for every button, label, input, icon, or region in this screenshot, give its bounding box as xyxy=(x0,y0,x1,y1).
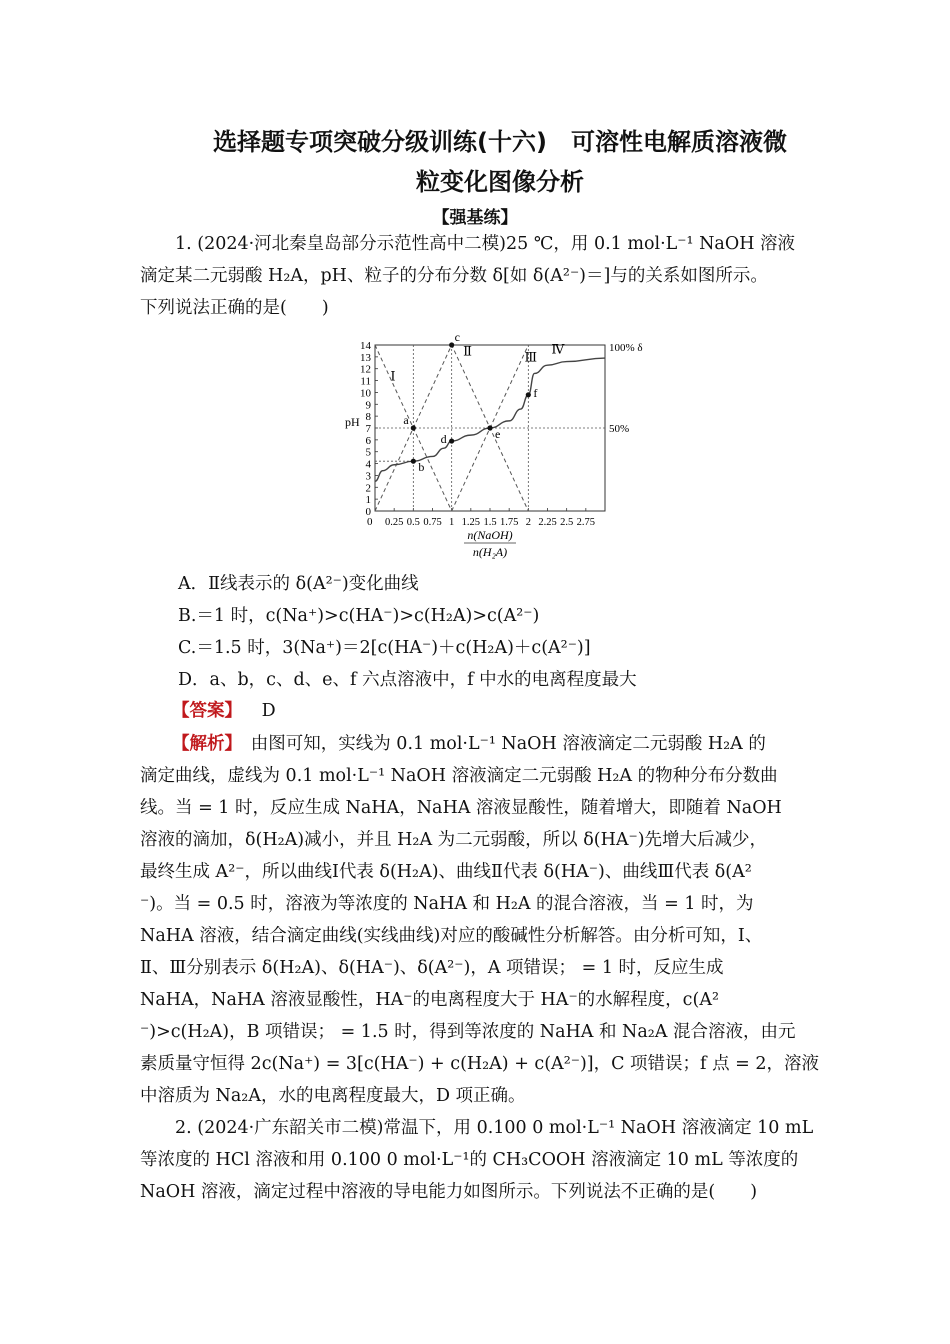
q1-analysis-line: 线。当 = 1 时，反应生成 NaHA，NaHA 溶液显酸性，随着增大，即随着 NaOH xyxy=(140,798,782,818)
q1-analysis-line: 溶液的滴加，δ(H₂A)减小，并且 H₂A 为二元弱酸，所以 δ(HA⁻)先增大后减少， xyxy=(140,830,768,850)
q1-analysis-line: 滴定曲线，虚线为 0.1 mol·L⁻¹ NaOH 溶液滴定二元弱酸 H₂A 的物种分布分数曲 xyxy=(140,766,778,786)
y-tick-label: 2 xyxy=(365,482,371,495)
y-tick-label: 11 xyxy=(360,375,371,388)
q1-stem-line: 下列说法正确的是( ) xyxy=(140,298,329,318)
y-tick-label: 5 xyxy=(365,446,371,459)
point-f xyxy=(526,392,531,397)
q1-analysis-line: ⁻)>c(H₂A)，B 项错误； = 1.5 时，得到等浓度的 NaHA 和 Na₂A 混合溶液，由元 xyxy=(140,1022,796,1042)
y-tick-label: 0 xyxy=(365,506,371,518)
point-label-f: f xyxy=(533,385,538,400)
q1-option-b: B.＝1 时，c(Na⁺)>c(HA⁻)>c(H₂A)>c(A²⁻) xyxy=(178,606,540,626)
region-label: Ⅱ xyxy=(463,343,473,359)
q1-analysis-line: NaHA 溶液，结合滴定曲线(实线曲线)对应的酸碱性分析解答。由分析可知，Ⅰ、 xyxy=(140,926,763,946)
q1-analysis-line: ⁻)。当 = 0.5 时，溶液为等浓度的 NaHA 和 H₂A 的混合溶液，当 = 1 时，为 xyxy=(140,894,754,914)
q1-stem-line: 1. (2024·河北秦皇岛部分示范性高中二模)25 ℃，用 0.1 mol·L⁻¹ NaOH 溶液 xyxy=(175,234,796,254)
x-label-numerator: n(NaOH) xyxy=(467,528,513,542)
y-tick-label: 8 xyxy=(365,411,371,424)
x-tick-label: 2.25 xyxy=(538,517,557,528)
title-line-1: 选择题专项突破分级训练(十六) 可溶性电解质溶液微 xyxy=(213,128,787,156)
x-tick-label: 1 xyxy=(449,517,455,528)
right-label-100: 100% δ xyxy=(609,342,643,354)
q2-stem-line: 2. (2024·广东韶关市二模)常温下，用 0.100 0 mol·L⁻¹ NaOH 溶液滴定 10 mL xyxy=(175,1118,814,1138)
x-label-denominator: n(H₂A) xyxy=(472,545,508,559)
title-line-2: 粒变化图像分析 xyxy=(416,168,584,196)
point-label-d: d xyxy=(440,432,447,447)
x-tick-label: 2 xyxy=(525,517,531,528)
q1-analysis-line: NaHA，NaHA 溶液显酸性，HA⁻的电离程度大于 HA⁻的水解程度，c(A² xyxy=(140,990,719,1010)
x-tick-label: 0.25 xyxy=(384,517,404,528)
q1-analysis-line: Ⅱ、Ⅲ分别表示 δ(H₂A)、δ(HA⁻)、δ(A²⁻)，A 项错误； = 1 时，反应生成 xyxy=(140,958,724,978)
q1-analysis-first xyxy=(172,732,844,756)
q2-stem-line: NaOH 溶液，滴定过程中溶液的导电能力如图所示。下列说法不正确的是( ) xyxy=(140,1182,758,1202)
section-heading: 【强基练】 xyxy=(432,208,518,228)
point-label-b: b xyxy=(418,460,425,475)
point-label-e: e xyxy=(495,427,501,441)
q1-analysis-line: 最终生成 A²⁻，所以曲线Ⅰ代表 δ(H₂A)、曲线Ⅱ代表 δ(HA⁻)、曲线Ⅲ代表 δ(A² xyxy=(140,862,752,882)
point-label-c: c xyxy=(454,330,460,344)
q1-stem-line: 滴定某二元弱酸 H₂A，pH、粒子的分布分数 δ[如 δ(A²⁻)＝]与的关系如图所示。 xyxy=(140,266,768,286)
y-tick-label: 12 xyxy=(360,363,371,376)
x-tick-label: 0.75 xyxy=(423,517,442,528)
q1-analysis-line: 中溶质为 Na₂A，水的电离程度最大，D 项正确。 xyxy=(140,1086,526,1106)
point-e xyxy=(487,425,492,430)
y-tick-label: 9 xyxy=(365,399,371,412)
q2-stem-line: 等浓度的 HCl 溶液和用 0.100 0 mol·L⁻¹的 CH₃COOH 溶液滴定 10 mL 等浓度的 xyxy=(140,1150,799,1170)
point-c xyxy=(449,342,454,347)
y-tick-label: 13 xyxy=(360,351,371,364)
y-tick-label: 10 xyxy=(360,387,371,400)
region-label: Ⅰ xyxy=(390,368,396,384)
analysis-tag: 【解析】 xyxy=(172,734,234,754)
x-tick-label: 2.75 xyxy=(576,517,596,528)
point-a xyxy=(411,425,416,430)
point-d xyxy=(449,438,454,443)
y-tick-label: 1 xyxy=(365,494,371,507)
q1-option-d: D．a、b，c、d、e、f 六点溶液中，f 中水的电离程度最大 xyxy=(178,670,637,690)
q1-answer xyxy=(172,699,844,723)
point-label-a: a xyxy=(403,413,409,427)
y-tick-label: 14 xyxy=(360,340,371,352)
analysis-text: 由图可知，实线为 0.1 mol·L⁻¹ NaOH 溶液滴定二元弱酸 H₂A 的 xyxy=(233,734,766,754)
q1-option-a: A．Ⅱ线表示的 δ(A²⁻)变化曲线 xyxy=(178,574,419,594)
point-b xyxy=(411,459,416,464)
y-axis-label: pH xyxy=(345,415,360,429)
q1-option-c: C.＝1.5 时，3(Na⁺)＝2[c(HA⁻)＋c(H₂A)＋c(A²⁻)] xyxy=(178,638,591,658)
x-tick-label: 1.75 xyxy=(499,517,519,528)
q1-chart xyxy=(335,330,643,565)
answer-value: D xyxy=(261,701,276,721)
region-label: Ⅲ xyxy=(524,349,538,365)
x-tick-label: 1.25 xyxy=(461,517,481,528)
x-origin-label: 0 xyxy=(367,516,373,528)
x-tick-label: 2.5 xyxy=(560,517,574,528)
x-tick-label: 0.5 xyxy=(406,517,420,528)
region-label: Ⅳ xyxy=(551,341,565,357)
y-tick-label: 3 xyxy=(365,470,371,483)
answer-tag: 【答案】 xyxy=(172,701,242,721)
x-tick-label: 1.5 xyxy=(483,517,497,528)
series-ph-curve xyxy=(375,358,605,481)
right-label-50: 50% xyxy=(609,423,630,435)
y-tick-label: 4 xyxy=(365,458,371,471)
y-tick-label: 6 xyxy=(365,434,371,447)
y-tick-label: 7 xyxy=(365,423,371,435)
q1-analysis-line: 素质量守恒得 2c(Na⁺) = 3[c(HA⁻) + c(H₂A) + c(A²⁻)]，C 项错误；f 点 = 2，溶液 xyxy=(140,1054,820,1074)
